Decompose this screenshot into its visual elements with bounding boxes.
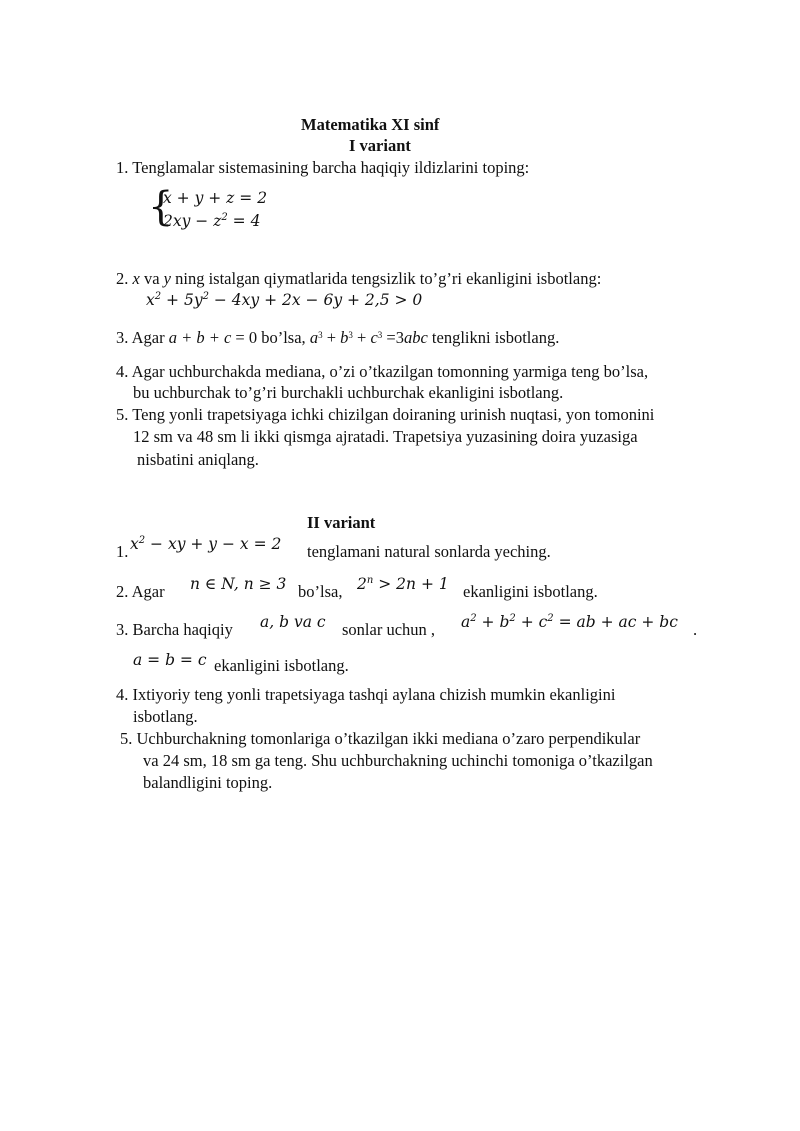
variables: a, b va c [260,613,326,631]
question-text: 12 sm va 48 sm li ikki qismga ajratadi. Trapetsiya yuzasining doira yuzasiga [133,427,638,446]
question-text: 4. Ixtiyoriy teng yonli trapetsiyaga tashqi aylana chizish mumkin ekanligini [116,685,616,704]
question-text: 3. Barcha haqiqiy [116,620,233,639]
question-text: bu uchburchak to’g’ri burchakli uchburchak ekanligini isbotlang. [133,383,564,402]
variant-heading: II variant [307,513,376,532]
question-text: 3. Agar a + b + c = 0 bo’lsa, $a^3 + b^3 + c^3 =3abc$ tenglikni isbotlang. [116,328,560,347]
question-text: ekanligini isbotlang. [214,656,349,675]
inequality: $2^n > 2n + 1$ [357,575,449,593]
inequality: $x^2 + 5y^2 - 4xy + 2x - 6y + 2,5 > 0$ [146,291,423,309]
punctuation: . [693,620,698,639]
question-text: 5. Uchburchakning tomonlariga o’tkazilgan ikki mediana o’zaro perpendikular [120,729,641,748]
question-text: ekanligini isbotlang. [463,582,598,601]
equation: $x^2$ − xy + y − x = 2 [130,535,282,553]
question-text: 1. Tenglamalar sistemasining barcha haqiqiy ildizlarini toping: [116,158,530,177]
equation: x + y + z = 2 [163,189,268,207]
question-text: tenglamani natural sonlarda yeching. [307,542,551,561]
equation: $a^2 + b^2 + c^2$ = ab + ac + bc [461,613,678,631]
question-text: va 24 sm, 18 sm ga teng. Shu uchburchakning uchinchi tomoniga o’tkazilgan [143,751,653,770]
question-text: bo’lsa, [298,582,343,601]
question-text: balandligini toping. [143,773,273,792]
question-text: sonlar uchun , [342,620,436,639]
equation: a = b = c [133,651,207,669]
condition: n ∈ N, n ≥ 3 [190,575,287,593]
question-text: 2. Agar [116,582,165,601]
system-brace: { [148,184,174,230]
question-text: nisbatini aniqlang. [137,450,259,469]
question-text: 4. Agar uchburchakda mediana, o’zi o’tkazilgan tomonning yarmiga teng bo’lsa, [116,362,649,381]
equation: $2xy - z^2 = 4$ [163,212,261,230]
question-text: isbotlang. [133,707,198,726]
page-title: Matematika XI sinf [301,115,440,134]
question-number: 1. [116,542,129,561]
question-text: 2. x va y ning istalgan qiymatlarida tengsizlik to’g’ri ekanligini isbotlang: [116,269,602,288]
question-text: 5. Teng yonli trapetsiyaga ichki chizilgan doiraning urinish nuqtasi, yon tomonini [116,405,655,424]
variant-heading: I variant [349,136,411,155]
